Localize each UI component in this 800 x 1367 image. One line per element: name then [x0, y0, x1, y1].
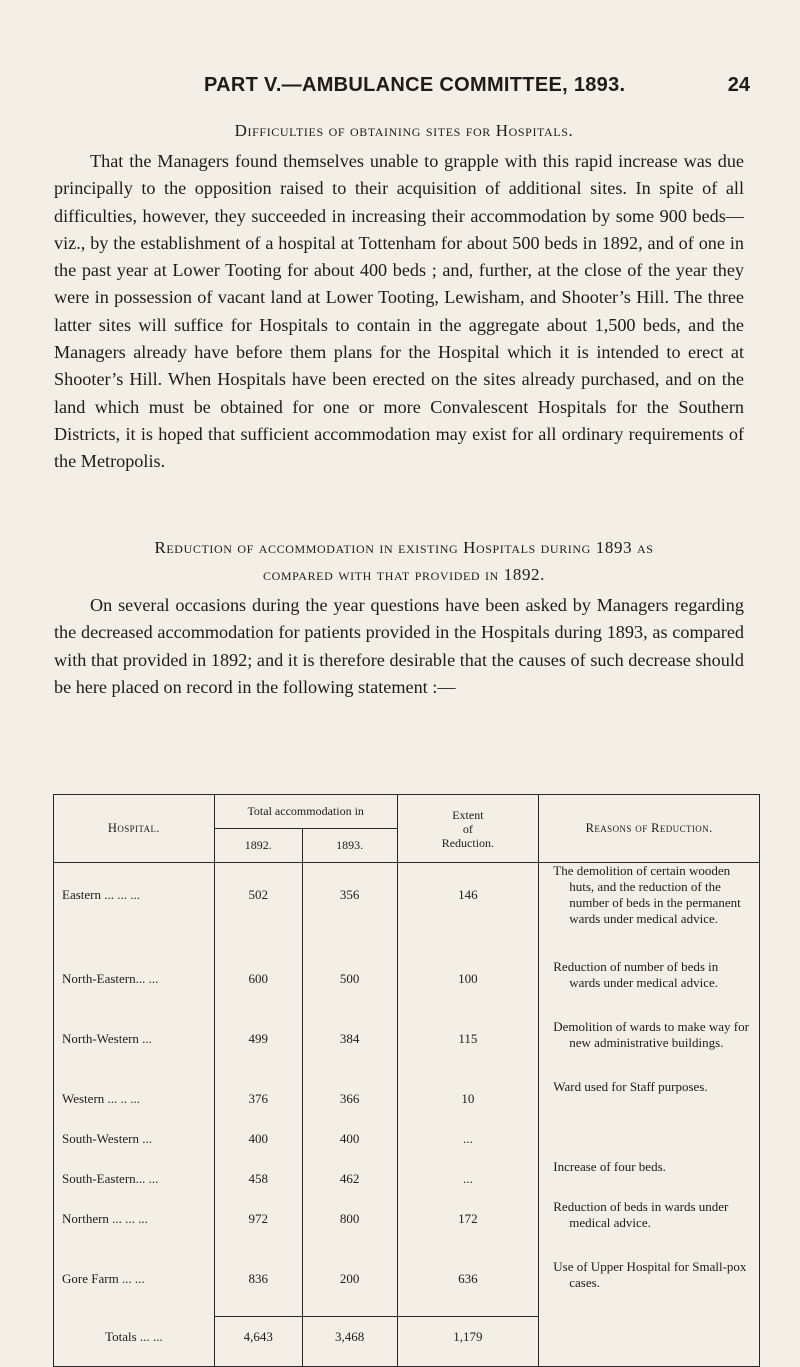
row-extent: ... [397, 1119, 539, 1159]
paragraph-sites: That the Managers found themselves unable to grapple with this rapid increase was due principally to the opposition raised to their acquisition of additional sites. In spite of all difficulties, however, they succeeded in increasing their accommodation by some 900 beds—viz., by the establishment of a hospital at Tottenham for about 500 beds in 1892, and of one in the past year at Lower Tooting for about 400 beds ; and, further, at the close of the year they were in possession of vacant land at Lower Tooting, Lewisham, and Shooter’s Hill. The three latter sites will suffice for Hospitals to contain in the aggregate about 1,500 beds, and the Managers already have before them plans for the Hospital which it is intended to erect at Shooter’s Hill. When Hospitals have been erected on the sites already purchased, and on the land which must be obtained for one or more Convalescent Hospitals for the Southern Districts, it is hoped that sufficient accommodation may exist for all ordinary requirements of the Metropolis. [54, 151, 744, 472]
row-reason [539, 1159, 760, 1199]
row-reason-text: Use of Upper Hospital for Small-pox cases. [553, 1258, 747, 1290]
row-hospital: North-Eastern... ... [54, 959, 215, 1019]
header-reasons: Reasons of Reduction. [539, 795, 760, 863]
header-extent-of-reduction [397, 795, 539, 863]
row-1892: 376 [214, 1079, 302, 1119]
totals-label: Totals ... ... [54, 1317, 215, 1367]
section-heading-reduction-line1: Reduction of accommodation in existing Hospitals during 1893 as [154, 538, 654, 557]
paragraph-reduction: On several occasions during the year questions have been asked by Managers regarding the decreased accommodation for patients provided in the Hospitals during 1893, as compared with that provided in 1892; and it is therefore desirable that the causes of such decrease should be here placed on record in the following statement :— [54, 595, 744, 697]
totals-1893: 3,468 [302, 1317, 397, 1367]
row-reason [539, 1259, 760, 1317]
table-row [54, 1199, 760, 1259]
row-hospital: Western ... .. ... [54, 1079, 215, 1119]
table-row [54, 1259, 760, 1317]
row-1892: 499 [214, 1019, 302, 1079]
row-hospital: North-Western ... [54, 1019, 215, 1079]
row-1892: 458 [214, 1159, 302, 1199]
row-extent: 115 [397, 1019, 539, 1079]
row-extent: ... [397, 1159, 539, 1199]
header-hospital: Hospital. [54, 795, 215, 863]
row-1892: 972 [214, 1199, 302, 1259]
row-1893: 200 [302, 1259, 397, 1317]
section-heading-sites: Difficulties of obtaining sites for Hospitals. [234, 121, 574, 140]
row-extent: 636 [397, 1259, 539, 1317]
row-1893: 366 [302, 1079, 397, 1119]
header-extent-line1: Extent [452, 807, 484, 822]
header-total-accommodation: Total accommodation in [214, 795, 397, 829]
row-reason-text: The demolition of certain wooden huts, and the reduction of the number of beds in the permanent wards under medical advice. [553, 863, 741, 926]
row-extent: 100 [397, 959, 539, 1019]
page-number: 24 [727, 74, 750, 96]
table-row [54, 1019, 760, 1079]
row-reason-text: Reduction of number of beds in wards under medical advice. [553, 958, 719, 990]
header-year-1892: 1892. [214, 829, 302, 863]
totals-extent: 1,179 [397, 1317, 539, 1367]
row-1892: 600 [214, 959, 302, 1019]
row-reason [539, 1119, 760, 1159]
row-hospital: Gore Farm ... ... [54, 1259, 215, 1317]
accommodation-table [53, 794, 760, 1367]
row-1893: 500 [302, 959, 397, 1019]
row-1893: 384 [302, 1019, 397, 1079]
table-row [54, 959, 760, 1019]
row-reason [539, 959, 760, 1019]
row-reason [539, 863, 760, 959]
page-header [64, 74, 750, 104]
table-row [54, 1079, 760, 1119]
header-extent-line2: of [462, 821, 473, 836]
row-reason-text: Increase of four beds. [553, 1158, 666, 1174]
table-row [54, 1159, 760, 1199]
row-1893: 400 [302, 1119, 397, 1159]
row-1892: 836 [214, 1259, 302, 1317]
totals-1892: 4,643 [214, 1317, 302, 1367]
row-1893: 800 [302, 1199, 397, 1259]
page-header-title: PART V.—AMBULANCE COMMITTEE, 1893. [204, 74, 626, 96]
table-row [54, 863, 760, 959]
row-1892: 502 [214, 863, 302, 959]
header-year-1893: 1893. [302, 829, 397, 863]
row-extent: 172 [397, 1199, 539, 1259]
section-heading-reduction-line2: compared with that provided in 1892. [263, 565, 545, 584]
row-1893: 356 [302, 863, 397, 959]
row-reason-text: Ward used for Staff purposes. [553, 1078, 708, 1094]
row-hospital: Northern ... ... ... [54, 1199, 215, 1259]
totals-reason-empty [539, 1317, 760, 1367]
row-1892: 400 [214, 1119, 302, 1159]
row-reason-text: Reduction of beds in wards under medical advice. [553, 1198, 729, 1230]
row-reason [539, 1199, 760, 1259]
row-reason [539, 1019, 760, 1079]
table-row [54, 1119, 760, 1159]
row-1893: 462 [302, 1159, 397, 1199]
totals-row [54, 1317, 760, 1367]
row-hospital: South-Western ... [54, 1119, 215, 1159]
row-hospital: Eastern ... ... ... [54, 863, 215, 959]
row-extent: 146 [397, 863, 539, 959]
row-reason-text: Demolition of wards to make way for new administrative buildings. [553, 1018, 749, 1050]
header-extent-line3: Reduction. [441, 835, 495, 850]
row-extent: 10 [397, 1079, 539, 1119]
row-hospital: South-Eastern... ... [54, 1159, 215, 1199]
row-reason [539, 1079, 760, 1119]
